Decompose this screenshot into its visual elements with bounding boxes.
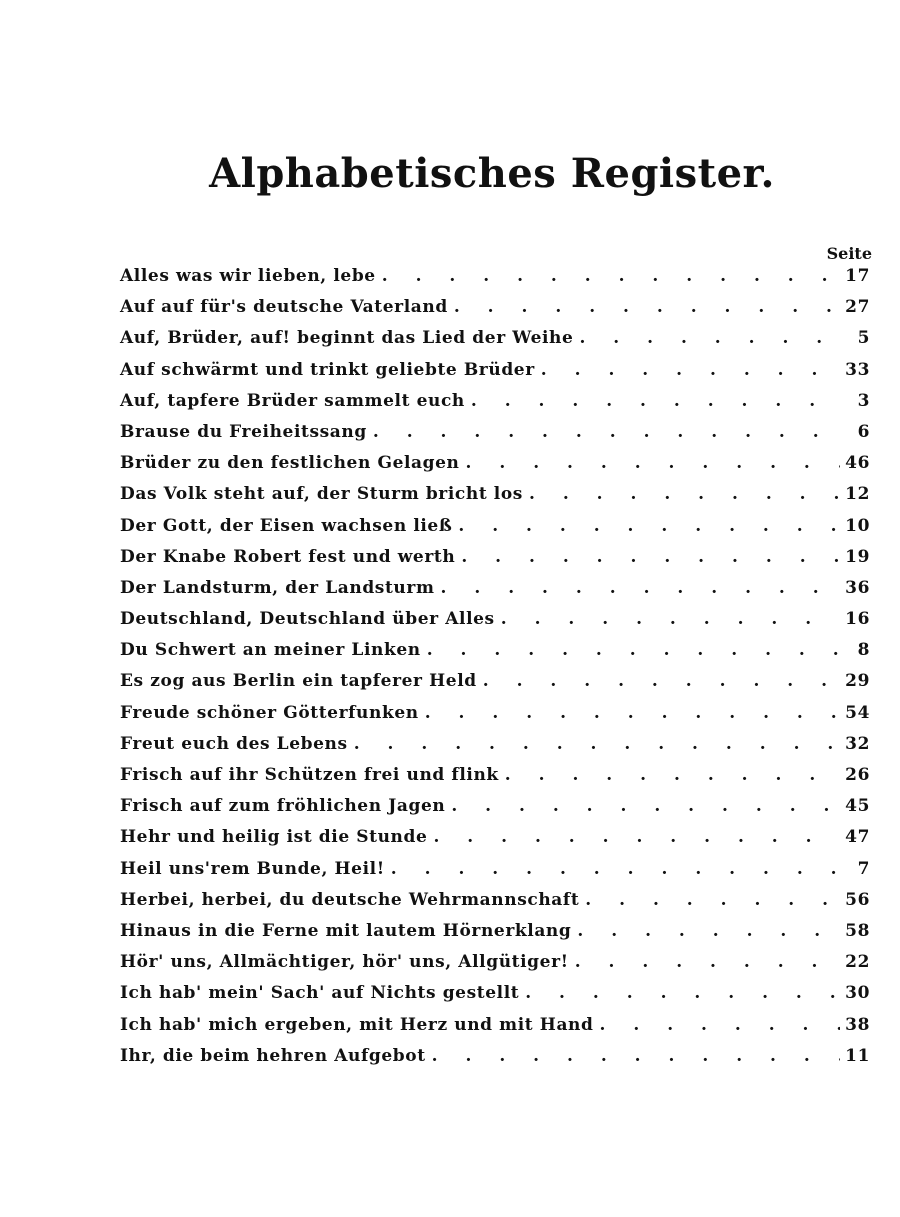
leader-dots: [575, 952, 840, 972]
entry-page-number: 10: [845, 515, 870, 536]
register-entry: [120, 609, 870, 640]
register-entry: [120, 859, 870, 890]
leader-dots: [577, 921, 840, 941]
entry-page-number: 56: [845, 889, 870, 910]
entry-page-number: 47: [845, 827, 870, 848]
leader-dots: [505, 765, 840, 785]
entry-page-number: 22: [845, 952, 870, 973]
register-list: [120, 266, 870, 1077]
entry-page-number: 3: [857, 390, 870, 411]
entry-page-number: 46: [845, 453, 870, 474]
entry-page-number: 11: [845, 1045, 870, 1066]
leader-dots: [441, 578, 840, 598]
leader-dots: [483, 671, 840, 691]
entry-title: Deutschland, Deutschland über Alles: [120, 609, 495, 630]
entry-page-number: 12: [845, 484, 870, 505]
leader-dots: [461, 547, 840, 567]
entry-page-number: 33: [845, 359, 870, 380]
page-column-header: Seite: [826, 244, 872, 263]
page-title: Alphabetisches Register.: [209, 150, 775, 197]
entry-title: Es zog aus Berlin ein tapferer Held: [120, 671, 477, 692]
entry-title: Hehr und heilig ist die Stunde: [120, 827, 428, 848]
register-entry: [120, 734, 870, 765]
register-entry: [120, 516, 870, 547]
register-entry: [120, 266, 870, 297]
register-entry: [120, 703, 870, 734]
entry-page-number: 54: [845, 702, 870, 723]
entry-page-number: 16: [845, 609, 870, 630]
register-entry: [120, 827, 870, 858]
entry-title: Der Landsturm, der Landsturm: [120, 577, 435, 598]
entry-title: Hör' uns, Allmächtiger, hör' uns, Allgütiger!: [120, 952, 569, 973]
register-entry: [120, 765, 870, 796]
leader-dots: [451, 796, 840, 816]
register-entry: [120, 952, 870, 983]
leader-dots: [425, 703, 840, 723]
leader-dots: [433, 827, 840, 847]
entry-title: Heil uns'rem Bunde, Heil!: [120, 858, 385, 879]
leader-dots: [427, 640, 840, 660]
leader-dots: [471, 391, 840, 411]
register-entry: [120, 671, 870, 702]
entry-title: Ihr, die beim hehren Aufgebot: [120, 1045, 426, 1066]
entry-page-number: 27: [845, 297, 870, 318]
entry-title: Freude schöner Götterfunken: [120, 702, 419, 723]
entry-page-number: 5: [857, 328, 870, 349]
entry-title: Du Schwert an meiner Linken: [120, 640, 421, 661]
entry-page-number: 38: [845, 1014, 870, 1035]
leader-dots: [391, 859, 840, 879]
register-entry: [120, 921, 870, 952]
entry-title: Auf schwärmt und trinkt geliebte Brüder: [120, 359, 535, 380]
leader-dots: [585, 890, 840, 910]
register-entry: [120, 422, 870, 453]
entry-title: Ich hab' mich ergeben, mit Herz und mit Hand: [120, 1014, 594, 1035]
register-entry: [120, 983, 870, 1014]
register-entry: [120, 796, 870, 827]
leader-dots: [454, 297, 840, 317]
register-entry: [120, 890, 870, 921]
leader-dots: [529, 484, 840, 504]
leader-dots: [579, 328, 840, 348]
entry-page-number: 6: [857, 421, 870, 442]
leader-dots: [458, 516, 840, 536]
entry-title: Der Gott, der Eisen wachsen ließ: [120, 515, 453, 536]
entry-page-number: 19: [845, 546, 870, 567]
register-entry: [120, 1015, 870, 1046]
entry-title: Frisch auf ihr Schützen frei und flink: [120, 765, 499, 785]
leader-dots: [432, 1046, 840, 1066]
leader-dots: [525, 983, 840, 1003]
entry-page-number: 26: [845, 765, 870, 785]
entry-page-number: 29: [845, 671, 870, 692]
register-entry: [120, 297, 870, 328]
entry-title: Auf, tapfere Brüder sammelt euch: [120, 390, 465, 411]
entry-page-number: 17: [845, 266, 870, 286]
register-entry: [120, 453, 870, 484]
register-entry: [120, 547, 870, 578]
entry-title: Ich hab' mein' Sach' auf Nichts gestellt: [120, 983, 520, 1004]
entry-title: Der Knabe Robert fest und werth: [120, 546, 456, 567]
register-entry: [120, 360, 870, 391]
leader-dots: [373, 422, 840, 442]
register-entry: [120, 640, 870, 671]
register-entry: [120, 1046, 870, 1077]
entry-title: Brause du Freiheitssang: [120, 421, 367, 442]
entry-title: Auf, Brüder, auf! beginnt das Lied der Weihe: [120, 328, 574, 349]
leader-dots: [541, 360, 840, 380]
entry-page-number: 8: [857, 640, 870, 661]
entry-title: Hinaus in die Ferne mit lautem Hörnerklang: [120, 920, 572, 941]
entry-title: Herbei, herbei, du deutsche Wehrmannschaft: [120, 889, 580, 910]
entry-title: Frisch auf zum fröhlichen Jagen: [120, 796, 446, 817]
entry-page-number: 32: [845, 733, 870, 754]
entry-title: Freut euch des Lebens: [120, 733, 348, 754]
leader-dots: [382, 266, 840, 286]
entry-title: Alles was wir lieben, lebe: [120, 266, 376, 286]
entry-page-number: 45: [845, 796, 870, 817]
entry-page-number: 58: [845, 920, 870, 941]
register-entry: [120, 328, 870, 359]
leader-dots: [466, 453, 840, 473]
entry-title: Das Volk steht auf, der Sturm bricht los: [120, 484, 523, 505]
register-entry: [120, 578, 870, 609]
entry-title: Auf auf für's deutsche Vaterland: [120, 297, 448, 318]
entry-page-number: 7: [857, 858, 870, 879]
register-entry: [120, 484, 870, 515]
leader-dots: [600, 1015, 840, 1035]
leader-dots: [501, 609, 840, 629]
entry-page-number: 36: [845, 577, 870, 598]
entry-title: Brüder zu den festlichen Gelagen: [120, 453, 460, 474]
entry-page-number: 30: [845, 983, 870, 1004]
register-entry: [120, 391, 870, 422]
leader-dots: [354, 734, 840, 754]
